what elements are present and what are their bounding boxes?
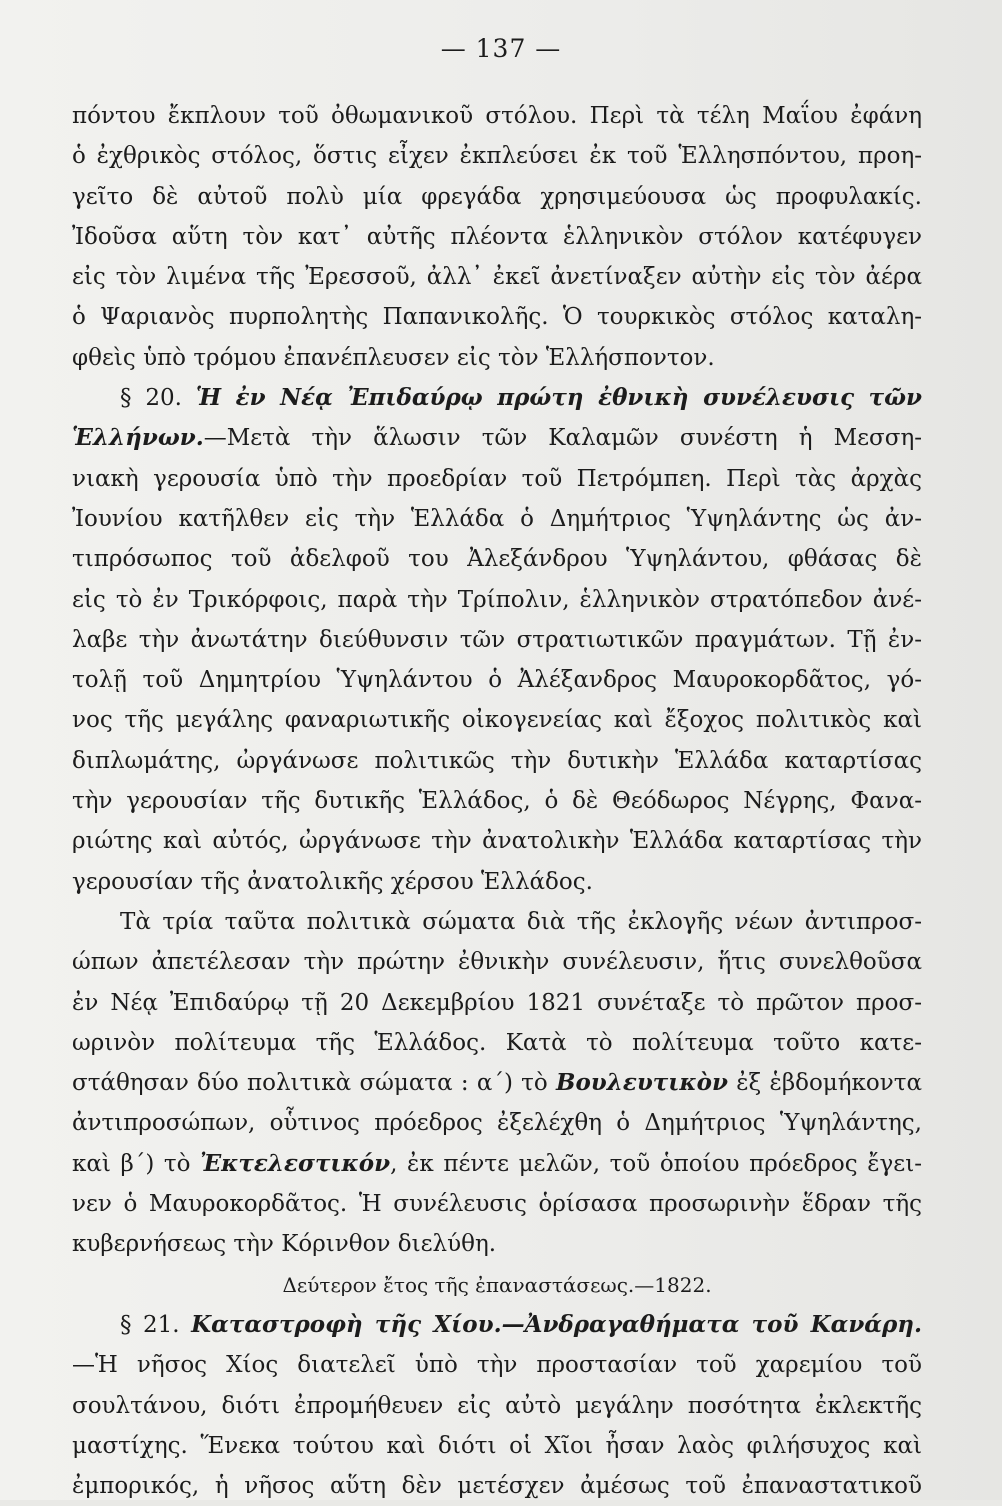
text-line: εἰς τὸ ἐν Τρικόρφοις, παρὰ τὴν Τρίπολιν, ἑλληνικὸν στρατόπεδον ἀνέ-: [72, 586, 922, 613]
text-fragment: ἐξ ἑβδομήκοντα: [727, 1070, 922, 1097]
page-number: — 137 —: [440, 34, 562, 63]
text-line: ἀντιπροσώπων, οὗτινος πρόεδρος ἐξελέχθη ὁ Δημήτριος Ὑψηλάντης,: [72, 1110, 922, 1137]
section-20-heading-line: [72, 378, 922, 418]
page-text: [72, 96, 922, 1506]
year-heading: Δεύτερον ἔτος τῆς ἐπαναστάσεως.—1822.: [282, 1272, 712, 1297]
text-line: —Μετὰ τὴν ἅλωσιν τῶν Καλαμῶν συνέστη ἡ Μεσση-: [203, 425, 922, 452]
section-20-number: § 20.: [120, 385, 182, 412]
text-line: διπλωμάτης, ὠργάνωσε πολιτικῶς τὴν δυτικὴν Ἑλλάδα καταρτίσας: [72, 747, 922, 774]
boule-term: Βουλευτικὸν: [556, 1069, 728, 1097]
text-line: νεν ὁ Μαυροκορδᾶτος. Ἡ συνέλευσις ὁρίσασα προσωρινὴν ἕδραν τῆς: [72, 1191, 922, 1218]
section-21-number: § 21.: [120, 1311, 180, 1338]
text-line: ριώτης καὶ αὐτός, ὠργάνωσε τὴν ἀνατολικὴν Ἑλλάδα καταρτίσας τὴν: [72, 828, 922, 855]
text-line: φθεὶς ὑπὸ τρόμου ἐπανέπλευσεν εἰς τὸν Ἑλλήσποντον.: [72, 344, 715, 371]
text-line: μαστίχης. Ἕνεκα τούτου καὶ διότι οἱ Χῖοι ἦσαν λαὸς φιλήσυχος καὶ: [72, 1432, 922, 1459]
section-21-title: Καταστροφὴ τῆς Χίου.—Ἀνδραγαθήματα τοῦ Κανάρη.: [191, 1310, 922, 1338]
text-fragment: στάθησαν δύο πολιτικὰ σώματα : α΄) τὸ: [72, 1070, 556, 1097]
text-line: γερουσίαν τῆς ἀνατολικῆς χέρσου Ἑλλάδος.: [72, 868, 593, 895]
text-line: σουλτάνου, διότι ἐπρομήθευεν εἰς αὐτὸ μεγάλην ποσότητα ἐκλεκτῆς: [72, 1392, 922, 1419]
section-20-heading-line-2: [72, 418, 922, 458]
text-line: ώπων ἀπετέλεσαν τὴν πρώτην ἐθνικὴν συνέλευσιν, ἥτις συνελθοῦσα: [72, 949, 922, 976]
text-line: κυβερνήσεως τὴν Κόρινθον διελύθη.: [72, 1231, 497, 1258]
text-line: Ἰουνίου κατῆλθεν εἰς τὴν Ἑλλάδα ὁ Δημήτριος Ὑψηλάντης ὡς ἀν-: [72, 505, 922, 532]
section-20-title-end: Ἑλλήνων.: [72, 424, 204, 452]
section-20-title: Ἡ ἐν Νέᾳ Ἐπιδαύρῳ πρώτη ἐθνικὴ συνέλευσις τῶν: [195, 384, 922, 412]
text-line: ὁ Ψαριανὸς πυρπολητὴς Παπανικολῆς. Ὁ τουρκικὸς στόλος καταλη-: [72, 304, 922, 331]
text-line: εἰς τὸν λιμένα τῆς Ἐρεσσοῦ, ἀλλ᾽ ἐκεῖ ἀνετίναξεν αὐτὴν εἰς τὸν ἀέρα: [72, 264, 922, 291]
text-line: Τὰ τρία ταῦτα πολιτικὰ σώματα διὰ τῆς ἐκλογῆς νέων ἀντιπροσ-: [120, 908, 922, 935]
text-line: —Ἡ νῆσος Χίος διατελεῖ ὑπὸ τὴν προστασίαν τοῦ χαρεμίου τοῦ: [72, 1352, 922, 1379]
text-line: νιακὴ γερουσία ὑπὸ τὴν προεδρίαν τοῦ Πετρόμπεη. Περὶ τὰς ἀρχὰς: [72, 465, 922, 492]
text-line: νος τῆς μεγάλης φαναριωτικῆς οἰκογενείας καὶ ἔξοχος πολιτικὸς καὶ: [72, 707, 922, 734]
text-line: ὁ ἐχθρικὸς στόλος, ὅστις εἶχεν ἐκπλεύσει ἐκ τοῦ Ἑλλησπόντου, προη-: [72, 143, 922, 170]
text-fragment: καὶ β΄) τὸ: [72, 1150, 201, 1177]
text-line: ωρινὸν πολίτευμα τῆς Ἑλλάδος. Κατὰ τὸ πολίτευμα τοῦτο κατε-: [72, 1029, 922, 1056]
text-line-ektel: [72, 1144, 922, 1184]
text-line: τιπρόσωπος τοῦ ἀδελφοῦ του Ἀλεξάνδρου Ὑψηλάντου, φθάσας δὲ: [72, 546, 922, 573]
text-line: τὴν γερουσίαν τῆς δυτικῆς Ἑλλάδος, ὁ δὲ Θεόδωρος Νέγρης, Φανα-: [72, 788, 922, 815]
text-line: τολῇ τοῦ Δημητρίου Ὑψηλάντου ὁ Ἀλέξανδρος Μαυροκορδᾶτος, γό-: [72, 667, 922, 694]
text-fragment: , ἐκ πέντε μελῶν, τοῦ ὁποίου πρόεδρος ἔγει-: [390, 1150, 922, 1177]
text-line: ἐμπορικός, ἡ νῆσος αὕτη δὲν μετέσχεν ἀμέσως τοῦ ἐπαναστατικοῦ: [72, 1473, 922, 1500]
section-21-heading-line: [72, 1305, 922, 1345]
text-line: πόντου ἔκπλουν τοῦ ὀθωμανικοῦ στόλου. Περὶ τὰ τέλη Μαΐου ἐφάνη: [72, 103, 922, 129]
text-line: ἐν Νέᾳ Ἐπιδαύρῳ τῇ 20 Δεκεμβρίου 1821 συνέταξε τὸ πρῶτον προσ-: [72, 989, 922, 1016]
text-line: Ἰδοῦσα αὕτη τὸν κατ᾽ αὐτῆς πλέοντα ἑλληνικὸν στόλον κατέφυγεν: [72, 223, 922, 250]
text-line: λαβε τὴν ἀνωτάτην διεύθυνσιν τῶν στρατιωτικῶν πραγμάτων. Τῇ ἐν-: [72, 626, 922, 653]
ektel-term: Ἐκτελεστικόν: [200, 1149, 391, 1177]
text-line: γεῖτο δὲ αὐτοῦ πολὺ μία φρεγάδα χρησιμεύουσα ὡς προφυλακίς.: [72, 183, 922, 210]
text-line-boule: [72, 1063, 922, 1103]
